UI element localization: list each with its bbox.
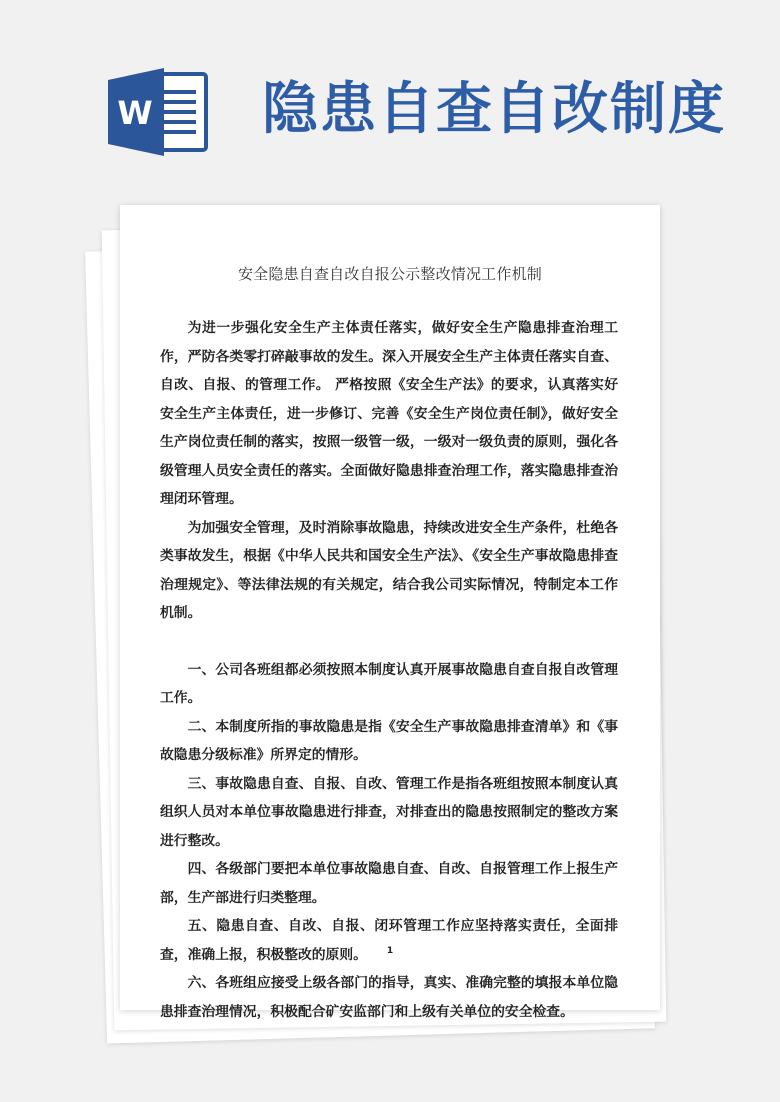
logo-letter: W: [117, 94, 153, 132]
page-title: 隐患自查自改制度: [262, 77, 726, 142]
paragraph: 六、各班组应接受上级各部门的指导，真实、准确完整的填报本单位隐患排查治理情况，积极配合矿安监部门和上级有关单位的安全检查。: [160, 975, 618, 1020]
document-title: 安全隐患自查自改自报公示整改情况工作机制: [237, 265, 542, 283]
word-document-icon: [108, 68, 208, 156]
paragraph: 四、各级部门要把本单位事故隐患自查、自改、自报管理工作上报生产部，生产部进行归类整理。: [160, 861, 618, 906]
page-number: 1: [386, 946, 394, 956]
paragraph: 为进一步强化安全生产主体责任落实，做好安全生产隐患排查治理工作，严防各类零打碎敲事故的发生。深入开展安全生产主体责任落实自查、自改、自报、的管理工作。 严格按照《安全生产法》的要求，认真落实好安全生产主体责任，进一步修订、完善《安全生产岗位责任制》，做好安全生产岗位责任制的落实，按照一级管一级，一级对一级负责的原则，强化各级管理人员安全责任的落实。全面做好隐患排查治理工作，落实隐患排查治理闭环管理。: [160, 320, 618, 507]
header: [0, 0, 780, 200]
paragraph: 二、本制度所指的事故隐患是指《安全生产事故隐患排查清单》和《事故隐患分级标准》所界定的情形。: [160, 718, 618, 763]
paragraph: 三、事故隐患自查、自报、自改、管理工作是指各班组按照本制度认真组织人员对本单位事故隐患进行排查，对排查出的隐患按照制定的整改方案进行整改。: [160, 775, 618, 849]
paragraph: 为加强安全管理，及时消除事故隐患，持续改进安全生产条件，杜绝各类事故发生，根据《中华人民共和国安全生产法》、《安全生产事故隐患排查治理规定》、等法律法规的有关规定，结合我公司实际情况，特制定本工作机制。: [160, 519, 618, 621]
paragraph: 五、隐患自查、自改、自报、闭环管理工作应坚持落实责任，全面排查，准确上报，积极整改的原则。: [160, 918, 618, 963]
document-body: [160, 314, 618, 1026]
paragraph: 一、公司各班组都必须按照本制度认真开展事故隐患自查自报自改管理工作。: [160, 661, 618, 706]
